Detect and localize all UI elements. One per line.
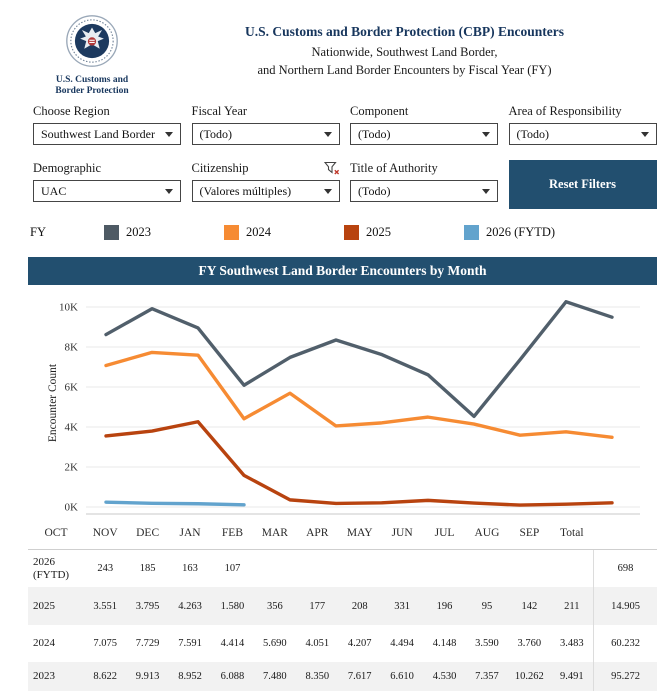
legend-item-2026[interactable]: 2026 (FYTD) <box>464 225 584 240</box>
legend-swatch-2023 <box>104 225 119 240</box>
dropdown-value: (Valores múltiples) <box>199 183 292 198</box>
table-cell-total: 14.905 <box>593 587 657 625</box>
table-cell-total: 698 <box>593 550 657 587</box>
svg-text:0K: 0K <box>64 501 78 514</box>
table-row-2024 <box>28 625 657 662</box>
column-header-month: JAN <box>179 527 201 540</box>
reset-filters-button[interactable]: Reset Filters <box>509 160 657 209</box>
table-cell: 6.610 <box>390 671 414 683</box>
filter-label: Title of Authority <box>350 161 438 176</box>
table-cell: 7.075 <box>93 638 118 650</box>
table-cell: 1.580 <box>220 600 245 612</box>
filter-component <box>350 103 498 145</box>
column-header-month: APR <box>306 527 329 540</box>
fiscal-year-dropdown[interactable] <box>192 123 340 145</box>
table-body <box>28 549 657 691</box>
choose-region-dropdown[interactable] <box>33 123 181 145</box>
row-label: 2023 <box>33 670 55 683</box>
table-cell: 9.491 <box>559 671 584 683</box>
dropdown-value: (Todo) <box>516 126 549 141</box>
cbp-logo <box>33 14 151 97</box>
filters-row-2 <box>33 160 666 209</box>
svg-text:2K: 2K <box>64 461 78 474</box>
table-cell-total: 60.232 <box>593 625 657 662</box>
column-header-month: AUG <box>474 527 500 540</box>
table-cell: 8.350 <box>305 671 330 683</box>
filter-area-of-responsibility <box>509 103 657 145</box>
table-row-2023 <box>28 662 657 691</box>
filter-label: Demographic <box>33 161 102 176</box>
citizenship-dropdown[interactable] <box>192 180 340 202</box>
line-series-2026FYTD[interactable] <box>106 503 244 506</box>
fy-legend <box>30 225 666 240</box>
table-cell: 243 <box>97 563 114 575</box>
table-cell: 356 <box>266 600 283 612</box>
page-subtitle-line1: Nationwide, Southwest Land Border, <box>311 45 498 59</box>
column-header-month: DEC <box>136 527 160 540</box>
filter-choose-region <box>33 103 181 145</box>
dropdown-value: (Todo) <box>199 126 232 141</box>
filter-label: Choose Region <box>33 104 110 119</box>
table-cell: 7.617 <box>347 671 372 683</box>
table-cell: 4.530 <box>432 671 457 683</box>
page-subtitle-line2: and Northern Land Border Encounters by Fiscal Year (FY) <box>257 62 552 77</box>
column-header-month: MAY <box>346 527 373 540</box>
legend-swatch-2026 <box>464 225 479 240</box>
chevron-down-icon <box>641 132 649 137</box>
filter-demographic <box>33 160 181 209</box>
table-cell-total: 95.272 <box>593 662 657 691</box>
table-cell: 3.590 <box>475 638 499 650</box>
table-cell: 8.952 <box>178 671 202 683</box>
chevron-down-icon <box>482 189 490 194</box>
table-cell: 196 <box>436 600 453 612</box>
encounters-line-chart[interactable] <box>28 292 657 522</box>
filter-label: Component <box>350 104 409 119</box>
legend-item-2025[interactable]: 2025 <box>344 225 464 240</box>
line-series-2023[interactable] <box>106 302 612 417</box>
table-cell: 8.622 <box>93 671 118 683</box>
page-title: U.S. Customs and Border Protection (CBP) Encounters <box>245 24 564 39</box>
column-header-total: Total <box>560 527 584 540</box>
clear-filter-icon[interactable] <box>324 161 340 176</box>
area-of-responsibility-dropdown[interactable] <box>509 123 657 145</box>
filter-title-of-authority <box>350 160 498 209</box>
filter-citizenship <box>192 160 340 209</box>
component-dropdown[interactable] <box>350 123 498 145</box>
column-header-month: MAR <box>261 527 288 540</box>
column-header-month: SEP <box>519 527 540 540</box>
column-header-month: FEB <box>221 527 243 540</box>
column-header-month: JUL <box>434 527 455 540</box>
filter-label: Area of Responsibility <box>508 104 622 119</box>
table-cell: 4.148 <box>432 638 457 650</box>
table-cell: 331 <box>394 600 410 612</box>
header <box>0 0 666 97</box>
table-cell: 185 <box>139 563 156 575</box>
svg-text:8K: 8K <box>64 341 78 354</box>
chevron-down-icon <box>324 132 332 137</box>
svg-text:4K: 4K <box>64 421 78 434</box>
legend-swatch-2024 <box>224 225 239 240</box>
chevron-down-icon <box>324 189 332 194</box>
chevron-down-icon <box>165 132 173 137</box>
y-axis-title: Encounter Count <box>47 364 59 443</box>
demographic-dropdown[interactable] <box>33 180 181 202</box>
table-cell: 211 <box>564 600 580 612</box>
dropdown-value: UAC <box>41 183 67 198</box>
table-header-row <box>28 522 657 544</box>
column-header-month: OCT <box>44 527 68 540</box>
table-cell: 142 <box>521 600 538 612</box>
table-cell: 9.913 <box>135 671 160 683</box>
table-cell: 7.591 <box>178 638 202 650</box>
legend-title: FY <box>30 225 46 240</box>
table-cell: 5.690 <box>263 638 287 650</box>
logo-caption: U.S. Customs and Border Protection <box>55 75 129 97</box>
table-cell: 177 <box>309 600 326 612</box>
svg-text:6K: 6K <box>64 381 78 394</box>
table-cell: 3.795 <box>135 600 160 612</box>
row-label: 2024 <box>33 637 55 650</box>
chart-area <box>28 292 657 522</box>
table-cell: 7.729 <box>135 638 160 650</box>
table-cell: 7.480 <box>263 671 287 683</box>
cbp-seal-icon <box>65 14 119 68</box>
table-cell: 208 <box>351 600 368 612</box>
chevron-down-icon <box>165 189 173 194</box>
table-cell: 4.051 <box>305 638 330 650</box>
table-cell: 4.263 <box>178 600 202 612</box>
filters-row-1 <box>33 103 666 145</box>
table-cell: 4.494 <box>390 638 414 650</box>
column-header-month: JUN <box>391 527 413 540</box>
row-label: 2025 <box>33 599 55 612</box>
svg-text:10K: 10K <box>59 301 78 314</box>
table-cell: 6.088 <box>220 671 245 683</box>
chart-title-bar: FY Southwest Land Border Encounters by Month <box>28 257 657 285</box>
table-row-2025 <box>28 587 657 625</box>
table-cell: 3.483 <box>559 638 584 650</box>
table-cell: 4.414 <box>220 638 245 650</box>
table-cell: 4.207 <box>347 638 372 650</box>
table-cell: 3.551 <box>93 600 118 612</box>
table-cell: 95 <box>481 600 493 612</box>
table-cell: 10.262 <box>514 671 544 683</box>
chevron-down-icon <box>482 132 490 137</box>
title-of-authority-dropdown[interactable] <box>350 180 498 202</box>
filter-fiscal-year <box>192 103 340 145</box>
dropdown-value: (Todo) <box>358 126 391 141</box>
table-cell: 3.760 <box>517 638 542 650</box>
table-cell: 163 <box>182 563 198 575</box>
table-row-2026fytd <box>28 550 657 587</box>
column-header-month: NOV <box>92 527 118 540</box>
row-label: 2026 (FYTD) <box>33 555 70 581</box>
filter-label: Citizenship <box>191 161 249 176</box>
table-cell: 7.357 <box>475 671 499 683</box>
title-block <box>151 14 658 97</box>
legend-item-2024[interactable]: 2024 <box>224 225 344 240</box>
table-cell: 107 <box>224 563 241 575</box>
filter-label: Fiscal Year <box>191 104 248 119</box>
dropdown-value: Southwest Land Border <box>41 126 155 141</box>
legend-item-2023[interactable]: 2023 <box>104 225 224 240</box>
legend-swatch-2025 <box>344 225 359 240</box>
dropdown-value: (Todo) <box>358 183 391 198</box>
